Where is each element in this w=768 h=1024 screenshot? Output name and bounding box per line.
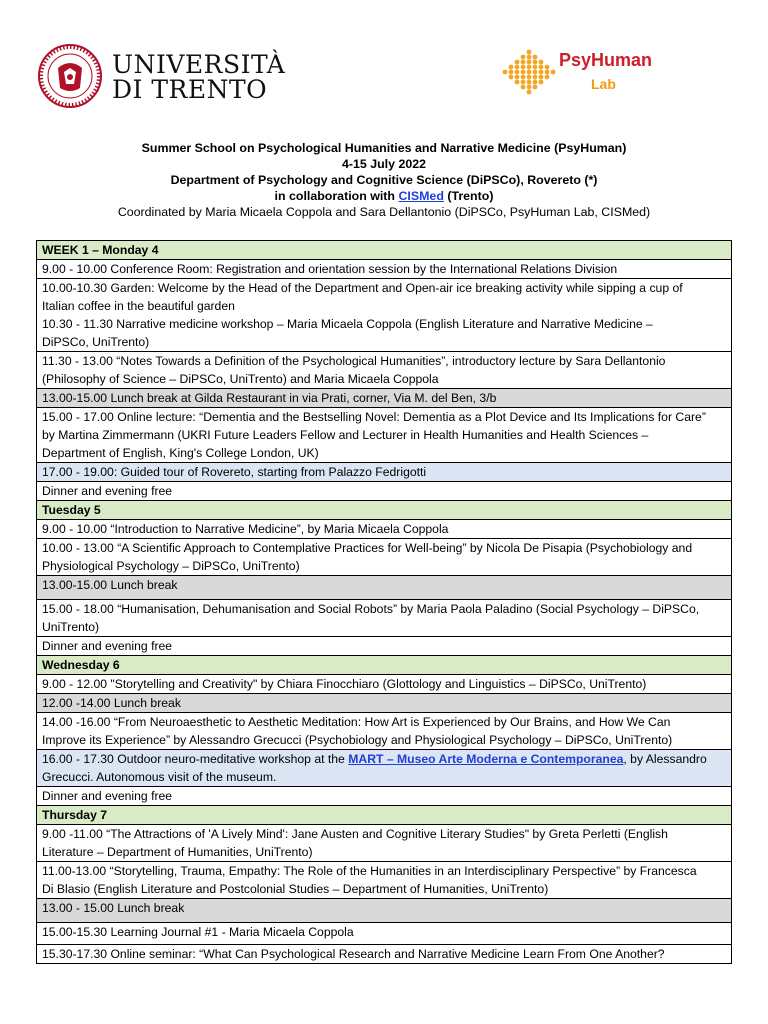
- session-line: Grecucci. Autonomous visit of the museum.: [42, 770, 277, 784]
- session-cell: 9.00 - 12.00 "Storytelling and Creativity" by Chiara Finocchiaro (Glottology and Linguistics – DiPSCo, UniTrento): [37, 675, 732, 694]
- psyhuman-diamond-icon: [498, 46, 560, 96]
- table-row: [37, 675, 732, 694]
- session-line: DiPSCo, UniTrento): [42, 335, 150, 349]
- table-row: [37, 352, 732, 389]
- session-cell: 15.30-17.30 Online seminar: “What Can Psychological Research and Narrative Medicine Learn From One Another?: [37, 945, 732, 964]
- document-title: Summer School on Psychological Humanities and Narrative Medicine (PsyHuman): [141, 141, 627, 155]
- mart-museum-link[interactable]: MART – Museo Arte Moderna e Contemporanea: [348, 752, 624, 766]
- table-row: [37, 923, 732, 945]
- university-seal-icon: [38, 44, 102, 108]
- session-cell: [37, 352, 732, 389]
- table-row: [37, 945, 732, 964]
- day-header: Wednesday 6: [37, 656, 732, 675]
- session-cell: 9.00 - 10.00 Conference Room: Registration and orientation session by the International Relations Division: [37, 260, 732, 279]
- psyhuman-lab-label: Lab: [591, 76, 616, 92]
- table-row: [37, 482, 732, 501]
- session-cell: 15.00-15.30 Learning Journal #1 - Maria Micaela Coppola: [37, 923, 732, 945]
- psyhuman-lab-logo: [498, 46, 658, 96]
- session-cell: 12.00 -14.00 Lunch break: [37, 694, 732, 713]
- highlight-row: [37, 750, 732, 787]
- document-dates: 4-15 July 2022: [341, 157, 427, 171]
- session-line: 15.00 - 18.00 “Humanisation, Dehumanisation and Social Robots” by Maria Paola Paladino (Social Psychology – DiPSCo,: [42, 602, 700, 616]
- session-line: 10.00-10.30 Garden: Welcome by the Head of the Department and Open-air ice breaking activity while sipping a cup of: [42, 281, 683, 295]
- session-line: 14.00 -16.00 “From Neuroaesthetic to Aesthetic Meditation: How Art is Experienced by Our Brains, and How We Can: [42, 715, 671, 729]
- day-header-row: [37, 806, 732, 825]
- university-name-line2: DI TRENTO: [112, 75, 268, 104]
- table-row: [37, 862, 732, 899]
- session-cell: [37, 750, 732, 787]
- session-cell: 17.00 - 19.00: Guided tour of Rovereto, starting from Palazzo Fedrigotti: [37, 463, 732, 482]
- day-header: Tuesday 5: [37, 501, 732, 520]
- collaboration-line: [0, 188, 768, 204]
- table-row: [37, 787, 732, 806]
- session-cell: [37, 713, 732, 750]
- document-header: [0, 140, 768, 220]
- lunch-row: [37, 694, 732, 713]
- session-line: UniTrento): [42, 620, 100, 634]
- session-cell: 13.00 - 15.00 Lunch break: [37, 899, 732, 923]
- table-row: [37, 539, 732, 576]
- lunch-row: [37, 576, 732, 600]
- session-cell: [37, 279, 732, 352]
- session-cell: [37, 539, 732, 576]
- session-line: (Philosophy of Science – DiPSCo, UniTrento) and Maria Micaela Coppola: [42, 372, 439, 386]
- session-line: [42, 750, 726, 768]
- schedule-table: [36, 240, 732, 964]
- session-text: 16.00 - 17.30 Outdoor neuro-meditative workshop at the: [42, 752, 349, 766]
- session-line: Improve its Experience” by Alessandro Grecucci (Psychobiology and Physiological Psychology – DiPSCo, UniTrento): [42, 733, 673, 747]
- department-line: Department of Psychology and Cognitive Science (DiPSCo), Rovereto (*): [170, 173, 598, 187]
- day-header-row: [37, 241, 732, 260]
- lunch-row: [37, 899, 732, 923]
- session-cell: Dinner and evening free: [37, 787, 732, 806]
- session-line: 11.00-13.00 “Storytelling, Trauma, Empathy: The Role of the Humanities in an Interdisciplinary Perspective” by Francesca: [42, 864, 697, 878]
- day-header-row: [37, 656, 732, 675]
- psyhuman-name: PsyHuman: [559, 50, 653, 70]
- table-row: [37, 408, 732, 463]
- session-cell: 9.00 - 10.00 “Introduction to Narrative Medicine”, by Maria Micaela Coppola: [37, 520, 732, 539]
- session-line: 10.00 - 13.00 “A Scientific Approach to Contemplative Practices for Well-being” by Nicola De Pisapia (Psychobiology and: [42, 541, 693, 555]
- lunch-row: [37, 389, 732, 408]
- day-header-row: [37, 501, 732, 520]
- table-row: [37, 825, 732, 862]
- session-cell: [37, 862, 732, 899]
- session-line: 15.00 - 17.00 Online lecture: “Dementia and the Bestselling Novel: Dementia as a Plot Device and Its Implications for Care”: [42, 410, 706, 424]
- session-line: 11.30 - 13.00 “Notes Towards a Definition of the Psychological Humanities”, introductory lecture by Sara Dellantonio: [42, 354, 666, 368]
- session-cell: Dinner and evening free: [37, 637, 732, 656]
- table-row: [37, 637, 732, 656]
- session-line: Literature – Department of Humanities, UniTrento): [42, 845, 313, 859]
- table-row: [37, 260, 732, 279]
- university-of-trento-logo: [38, 44, 286, 108]
- table-row: [37, 279, 732, 352]
- session-cell: 13.00-15.00 Lunch break at Gilda Restaurant in via Prati, corner, Via M. del Ben, 3/b: [37, 389, 732, 408]
- session-cell: Dinner and evening free: [37, 482, 732, 501]
- session-line: Italian coffee in the beautiful garden: [42, 299, 235, 313]
- session-cell: [37, 600, 732, 637]
- day-header: Thursday 7: [37, 806, 732, 825]
- session-line: by Martina Zimmermann (UKRI Future Leaders Fellow and Lecturer in Health Humanities and Health Sciences –: [42, 428, 649, 442]
- session-text: , by Alessandro: [623, 752, 707, 766]
- session-line: Department of English, King's College London, UK): [42, 446, 319, 460]
- session-cell: [37, 825, 732, 862]
- cismed-link[interactable]: CISMed: [398, 189, 444, 203]
- table-row: [37, 600, 732, 637]
- highlight-row: [37, 463, 732, 482]
- university-name-line1: UNIVERSITÀ: [112, 50, 286, 79]
- session-line: Physiological Psychology – DiPSCo, UniTrento): [42, 559, 300, 573]
- session-line: 9.00 -11.00 “The Attractions of 'A Lively Mind': Jane Austen and Cognitive Literary Studies" by Greta Perletti (English: [42, 827, 668, 841]
- session-line: 10.30 - 11.30 Narrative medicine workshop – Maria Micaela Coppola (English Literature and Narrative Medicine –: [42, 317, 653, 331]
- collab-suffix: (Trento): [443, 189, 494, 203]
- session-line: Di Blasio (English Literature and Postcolonial Studies – Department of Humanities, UniTrento): [42, 882, 549, 896]
- session-cell: 13.00-15.00 Lunch break: [37, 576, 732, 600]
- table-row: [37, 713, 732, 750]
- session-cell: [37, 408, 732, 463]
- table-row: [37, 520, 732, 539]
- coordinators-line: Coordinated by Maria Micaela Coppola and Sara Dellantonio (DiPSCo, PsyHuman Lab, CISMed): [117, 205, 651, 219]
- day-header: WEEK 1 – Monday 4: [37, 241, 732, 260]
- collab-prefix: in collaboration with: [274, 189, 399, 203]
